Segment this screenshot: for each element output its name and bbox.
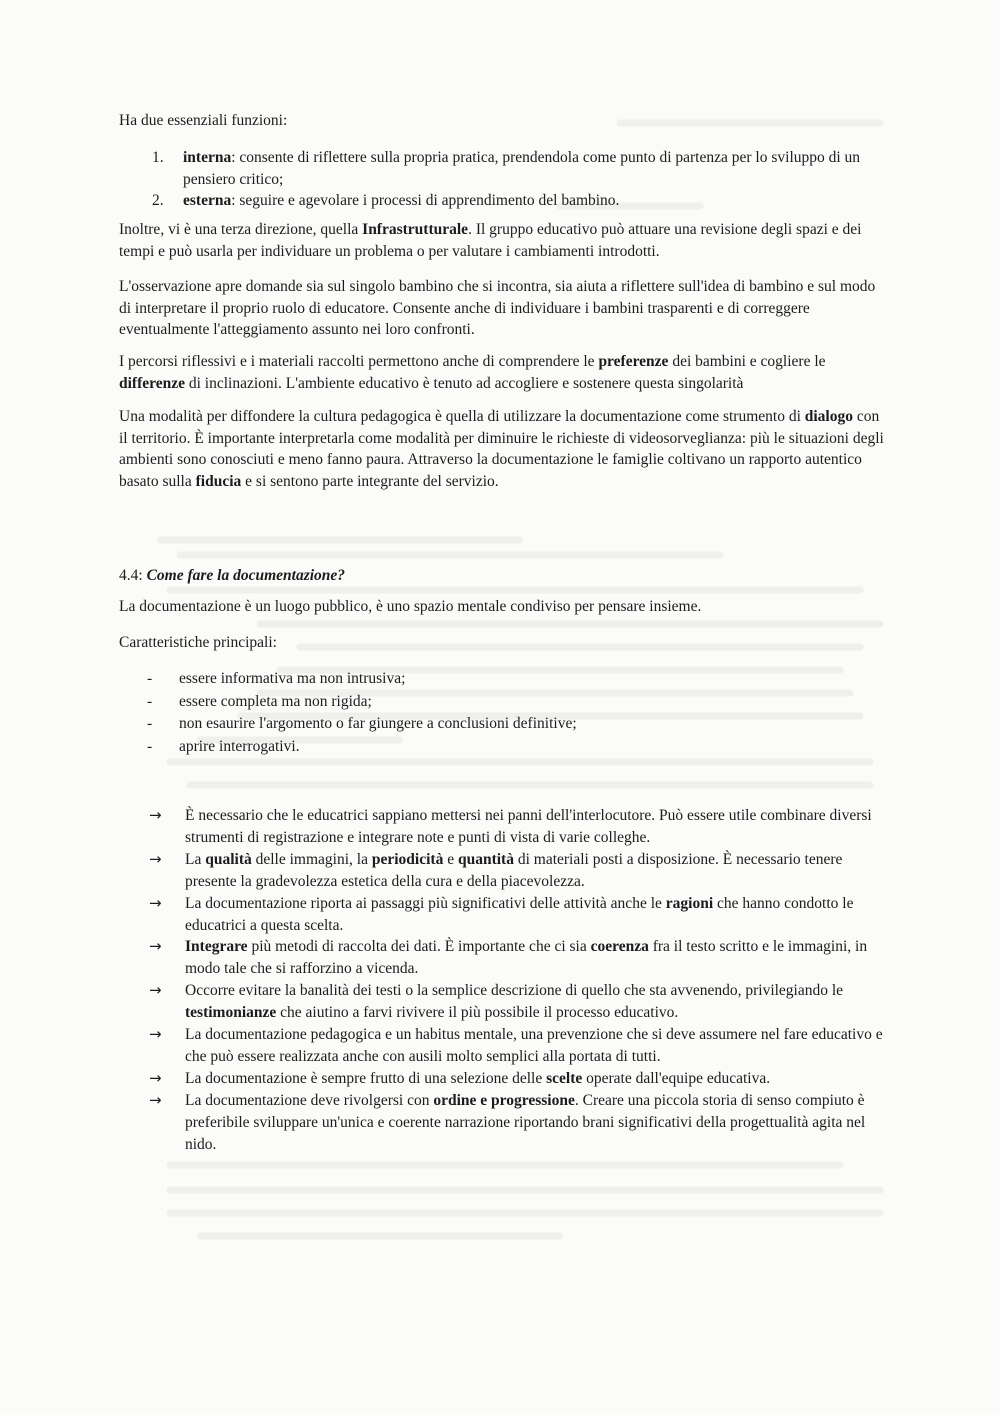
text-run: di materiali posti a disposizione. È necessario tenere presente la gradevolezza estetica della cura e della piacevolezza. <box>185 850 843 890</box>
text-run: La documentazione deve rivolgersi con <box>185 1091 434 1109</box>
arrow-right-icon: → <box>149 806 162 824</box>
section-title: Come fare la documentazione? <box>146 567 346 584</box>
arrow-list-item <box>119 980 889 1024</box>
dash-bullet: - <box>147 670 153 687</box>
bold-term: ordine e progressione <box>433 1091 575 1109</box>
list-number: 2. <box>152 192 164 209</box>
text-run: che aiutino a farvi rivivere il più possibile il processo educativo. <box>276 1004 679 1022</box>
bold-term: periodicità <box>371 850 444 868</box>
paragraph-public: La documentazione è un luogo pubblico, è uno spazio mentale condiviso per pensare insieme. <box>119 598 702 615</box>
text-run: fra il testo scritto e le immagini, in modo tale che si rafforzino a vicenda. <box>185 938 868 978</box>
text-run: più metodi di raccolta dei dati. È importante che ci sia <box>247 938 591 956</box>
text-run: dei bambini e cogliere le <box>668 353 826 370</box>
arrow-right-icon: → <box>149 1068 162 1087</box>
list-text: aprire interrogativi. <box>179 737 300 755</box>
features-title: Caratteristiche principali: <box>119 634 277 651</box>
paragraph-dialogo <box>119 406 889 492</box>
arrow-list-item <box>119 936 889 980</box>
text-run: La documentazione riporta ai passaggi più significativi delle attività anche le <box>185 894 666 912</box>
arrow-list-item <box>119 1068 889 1090</box>
text-run: di inclinazioni. L'ambiente educativo è tenuto ad accogliere e sostenere questa singolarità <box>185 374 744 392</box>
bold-term: dialogo <box>804 408 853 425</box>
arrow-list-item <box>119 1024 889 1068</box>
text-run: I percorsi riflessivi e i materiali raccolti permettono anche di comprendere le <box>119 353 599 370</box>
arrow-list <box>119 805 889 1156</box>
text-run: . Il gruppo educativo può attuare una revisione degli spazi e dei tempi e può usarla per individuare un problema o per valutare i cambiamenti introdotti. <box>119 221 862 260</box>
text-run: . Creare una piccola storia di senso compiuto è preferibile sviluppare un'unica e coerente narrazione riportando brani significativi della progettualità agita nel nido. <box>185 1091 866 1153</box>
arrow-right-icon: → <box>149 937 162 956</box>
bold-term: preferenze <box>598 353 669 370</box>
bold-term: ragioni <box>665 894 714 912</box>
section-heading <box>119 565 889 587</box>
dash-bullet: - <box>147 737 153 755</box>
arrow-right-icon: → <box>149 893 162 912</box>
bold-term: qualità <box>205 850 252 868</box>
arrow-right-icon: → <box>149 1025 162 1044</box>
bold-term: fiducia <box>195 472 242 490</box>
list-item <box>119 668 889 691</box>
list-text: non esaurire l'argomento o far giungere a conclusioni definitive; <box>179 715 577 732</box>
arrow-list-item <box>119 805 889 849</box>
arrow-list-item <box>119 893 889 937</box>
term: interna <box>183 149 232 166</box>
arrow-right-icon: → <box>149 849 162 868</box>
text-run: operate dall'equipe educativa. <box>582 1069 771 1087</box>
dash-bullet: - <box>147 715 153 732</box>
features-list <box>119 668 889 758</box>
list-item <box>119 736 889 759</box>
text-run: È necessario che le educatrici sappiano mettersi nei panni dell'interlocutore. Può essere utile combinare diversi strumenti di registrazione e integrare note e punti di vista di varie colleghe. <box>185 807 872 846</box>
arrow-right-icon: → <box>149 1090 162 1109</box>
paragraph-preferences <box>119 351 889 394</box>
bold-term: Integrare <box>185 938 248 956</box>
bold-term: differenze <box>119 374 185 392</box>
text-run: La documentazione è sempre frutto di una selezione delle <box>185 1069 547 1087</box>
bold-term: Infrastrutturale <box>362 221 469 238</box>
bold-term: quantità <box>457 850 514 868</box>
text-run: Inoltre, vi è una terza direzione, quella <box>119 221 363 238</box>
text-run: che hanno condotto le educatrici a questa scelta. <box>185 894 854 934</box>
functions-list <box>119 147 889 212</box>
text-run: Occorre evitare la banalità dei testi o la semplice descrizione di quello che sta avvenendo, privilegiando le <box>185 982 844 1000</box>
text-run: Una modalità per diffondere la cultura pedagogica è quella di utilizzare la documentazione come strumento di <box>119 408 805 425</box>
list-item <box>119 147 889 190</box>
paragraph-observation: L'osservazione apre domande sia sul singolo bambino che si incontra, sia aiuta a riflettere sull'idea di bambino e sul modo di interpretare il proprio ruolo di educatore. Consente anche di individuare i bambini trasparenti e di correggere eventualmente l'atteggiamento assunto nei loro confronti. <box>119 278 876 338</box>
text-run: con il territorio. È importante interpretarla come modalità per diminuire le richieste di videosorveglianza: più le situazioni degli ambienti sono conosciuti e meno fanno paura. Attraverso la documentazione le famiglie coltivano un rapporto autentico basato sulla <box>119 408 884 490</box>
list-text: : seguire e agevolare i processi di apprendimento del bambino. <box>231 192 620 209</box>
list-item <box>119 713 889 736</box>
text-run: delle immagini, la <box>251 850 372 868</box>
list-item <box>119 691 889 714</box>
list-number: 1. <box>152 149 164 166</box>
bold-term: coerenza <box>590 938 649 956</box>
text-run: e si sentono parte integrante del servizio. <box>241 472 499 490</box>
section-number: 4.4: <box>119 567 147 584</box>
list-text: essere informativa ma non intrusiva; <box>179 670 406 687</box>
term: esterna <box>183 192 232 209</box>
text-run: e <box>443 850 458 868</box>
bold-term: scelte <box>546 1069 583 1087</box>
bold-term: testimonianze <box>185 1004 277 1022</box>
list-text: : consente di riflettere sulla propria pratica, prendendola come punto di partenza per lo sviluppo di un pensiero critico; <box>183 149 861 188</box>
text-run: La documentazione pedagogica e un habitus mentale, una prevenzione che si deve assumere nel fare educativo e che può essere realizzata anche con ausili molto semplici alla portata di tutti. <box>185 1026 883 1065</box>
dash-bullet: - <box>147 692 153 710</box>
paragraph-infrastrutturale <box>119 219 889 262</box>
arrow-right-icon: → <box>149 981 162 1000</box>
text-run: La <box>185 850 206 868</box>
arrow-list-item <box>119 1090 889 1156</box>
arrow-list-item <box>119 849 889 893</box>
intro-title: Ha due essenziali funzioni: <box>119 112 288 129</box>
list-text: essere completa ma non rigida; <box>179 692 372 710</box>
list-item <box>119 190 889 212</box>
